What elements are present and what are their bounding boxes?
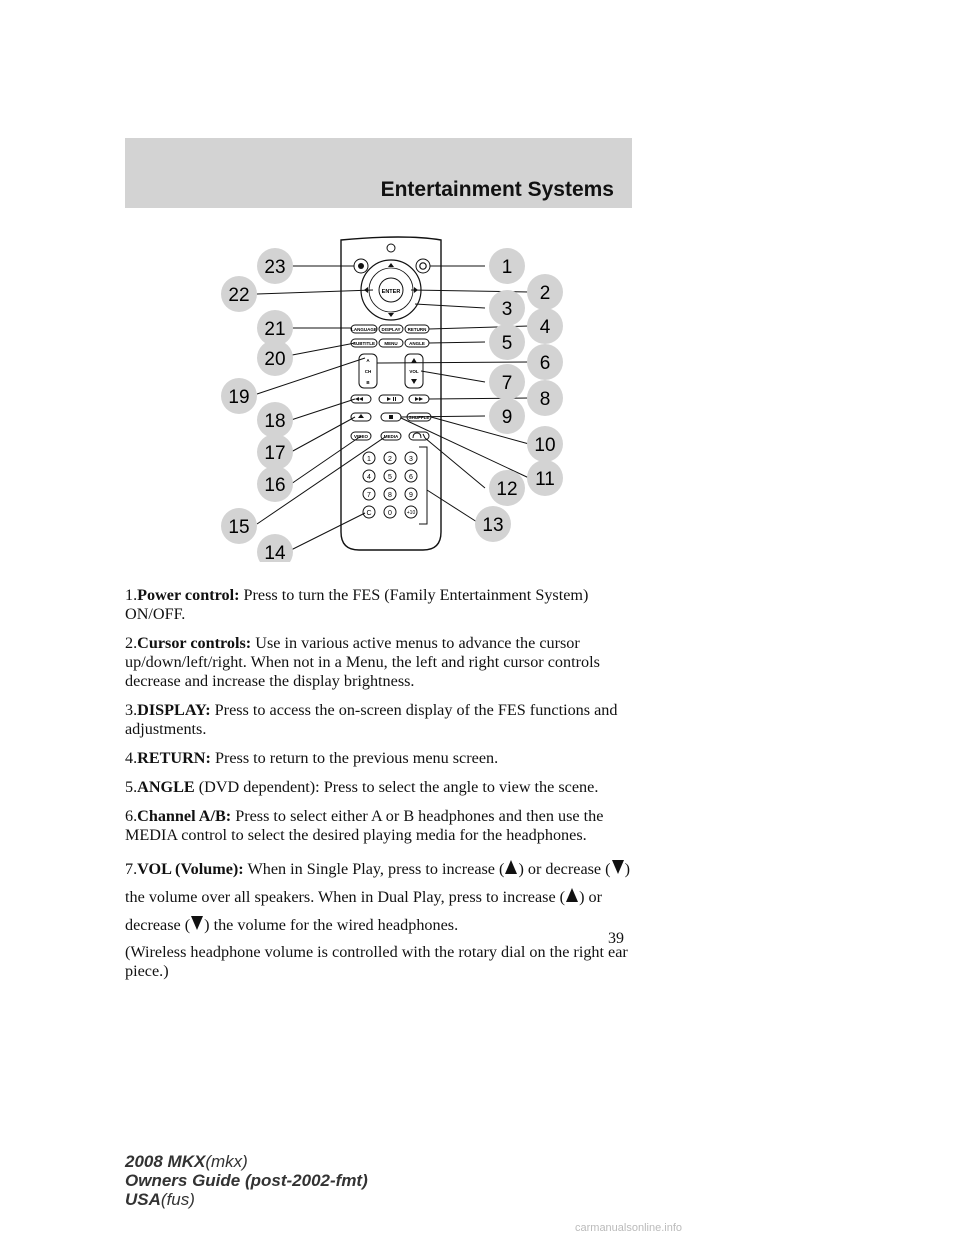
item-text: When in Single Play, press to increase ( xyxy=(243,860,505,878)
item-7 xyxy=(125,855,637,939)
footer-market: USA xyxy=(125,1190,161,1209)
item-4 xyxy=(125,749,637,768)
channel-a-label: A xyxy=(366,358,370,363)
key-label-c: C xyxy=(366,510,372,517)
item-text: Press to turn the FES (Family Entertainment System) ON/OFF. xyxy=(125,586,589,623)
item-number: 4. xyxy=(125,749,138,767)
item-number: 2. xyxy=(125,634,138,652)
up-arrow-icon xyxy=(566,888,578,902)
up-arrow-icon xyxy=(505,860,517,874)
media-label: MEDIA xyxy=(383,434,399,439)
item-term: RETURN: xyxy=(137,749,211,767)
item-text: ) or decrease ( xyxy=(125,888,602,934)
channel-label: CH xyxy=(364,369,372,374)
display-label: DISPLAY xyxy=(381,327,401,332)
item-5 xyxy=(125,778,637,797)
header-band xyxy=(125,138,632,208)
brightness-icon xyxy=(358,263,364,269)
callout-6: 6 xyxy=(539,353,551,374)
callout-9: 9 xyxy=(501,407,513,428)
key-label-9: 9 xyxy=(409,492,413,499)
footer-model: 2008 MKX xyxy=(125,1152,206,1171)
callout-15: 15 xyxy=(228,517,250,538)
key-label-5: 5 xyxy=(388,474,392,481)
callout-2: 2 xyxy=(539,283,551,304)
item-number: 5. xyxy=(125,778,138,796)
item-7-note: (Wireless headphone volume is controlled with the rotary dial on the right ear piece.) xyxy=(125,943,628,980)
key-label-4: 4 xyxy=(367,474,371,481)
item-term: Channel A/B: xyxy=(137,807,232,825)
watermark: carmanualsonline.info xyxy=(575,1222,683,1234)
shuffle-label: SHUFFLE xyxy=(408,415,430,420)
item-text: ) the volume for the wired headphones. xyxy=(204,916,459,934)
power-button xyxy=(416,259,430,273)
down-arrow-icon xyxy=(191,916,203,930)
video-label: VIDEO xyxy=(353,434,369,439)
item-term: ANGLE xyxy=(137,778,195,796)
key-label-1: 1 xyxy=(367,456,371,463)
item-text: Press to access the on-screen display of the FES functions and adjustments. xyxy=(125,701,618,738)
item-text: ) the volume over all speakers. When in Dual Play, press to increase ( xyxy=(125,860,630,906)
callout-14: 14 xyxy=(264,543,286,562)
callout-23: 23 xyxy=(264,257,286,278)
item-text: Use in various active menus to advance the cursor up/down/left/right. When not in a Menu, the left and right cursor controls decrease and increase the display brightness. xyxy=(125,634,600,690)
callout-11: 11 xyxy=(535,469,555,490)
menu-label: MENU xyxy=(384,341,398,346)
item-term: DISPLAY: xyxy=(137,701,211,719)
item-term: VOL (Volume): xyxy=(137,860,244,878)
enter-label: ENTER xyxy=(381,289,401,295)
key-label-0: 0 xyxy=(388,510,392,517)
callout-5: 5 xyxy=(501,333,513,354)
item-1 xyxy=(125,586,637,624)
key-label-2: 2 xyxy=(388,456,392,463)
footer-model-code: (mkx) xyxy=(205,1152,248,1171)
language-label: LANGUAGE xyxy=(351,327,377,332)
page-number: 39 xyxy=(608,930,624,947)
volume-label: VOL xyxy=(409,369,419,374)
footer-market-code: (fus) xyxy=(160,1190,195,1209)
return-label: RETURN xyxy=(407,327,427,332)
key-label-3: 3 xyxy=(409,456,413,463)
callout-19: 19 xyxy=(228,387,250,408)
callout-4: 4 xyxy=(539,317,551,338)
key-label-7: 7 xyxy=(367,492,371,499)
item-text: ) or decrease ( xyxy=(518,860,611,878)
item-number: 6. xyxy=(125,807,138,825)
item-text: Press to select either A or B headphones and then use the MEDIA control to select the desired playing media for the headphones. xyxy=(125,807,604,844)
item-6 xyxy=(125,807,637,845)
callout-13: 13 xyxy=(482,515,504,536)
item-number: 7. xyxy=(125,860,138,878)
callout-10: 10 xyxy=(534,435,556,456)
item-text: Press to return to the previous menu screen. xyxy=(210,749,499,767)
callout-18: 18 xyxy=(264,411,286,432)
channel-b-label: B xyxy=(366,380,370,385)
callout-20: 20 xyxy=(264,349,286,370)
angle-label: ANGLE xyxy=(409,341,425,346)
key-label-8: 8 xyxy=(388,492,392,499)
section-title: Entertainment Systems xyxy=(380,178,614,201)
footer xyxy=(125,1152,368,1209)
item-number: 1. xyxy=(125,586,138,604)
callout-3: 3 xyxy=(501,299,513,320)
callout-17: 17 xyxy=(264,443,286,464)
item-term: Power control: xyxy=(137,586,240,604)
key-label-6: 6 xyxy=(409,474,413,481)
item-text: (DVD dependent): Press to select the angle to view the scene. xyxy=(194,778,599,796)
callout-16: 16 xyxy=(264,475,286,496)
item-3 xyxy=(125,701,637,739)
body-text xyxy=(125,586,637,991)
item-2 xyxy=(125,634,637,691)
subtitle-label: SUBTITLE xyxy=(353,341,375,346)
stop-icon xyxy=(389,415,393,419)
footer-guide: Owners Guide (post-2002-fmt) xyxy=(125,1171,368,1190)
item-term: Cursor controls: xyxy=(137,634,252,652)
down-arrow-icon xyxy=(612,860,624,874)
remote-control-diagram xyxy=(215,232,575,562)
callout-22: 22 xyxy=(228,285,250,306)
callout-21: 21 xyxy=(264,319,286,340)
item-number: 3. xyxy=(125,701,138,719)
callout-12: 12 xyxy=(496,479,518,500)
callout-1: 1 xyxy=(501,257,513,278)
callout-8: 8 xyxy=(539,389,551,410)
key-label-plus10: +10 xyxy=(406,510,416,516)
callout-7: 7 xyxy=(501,373,513,394)
